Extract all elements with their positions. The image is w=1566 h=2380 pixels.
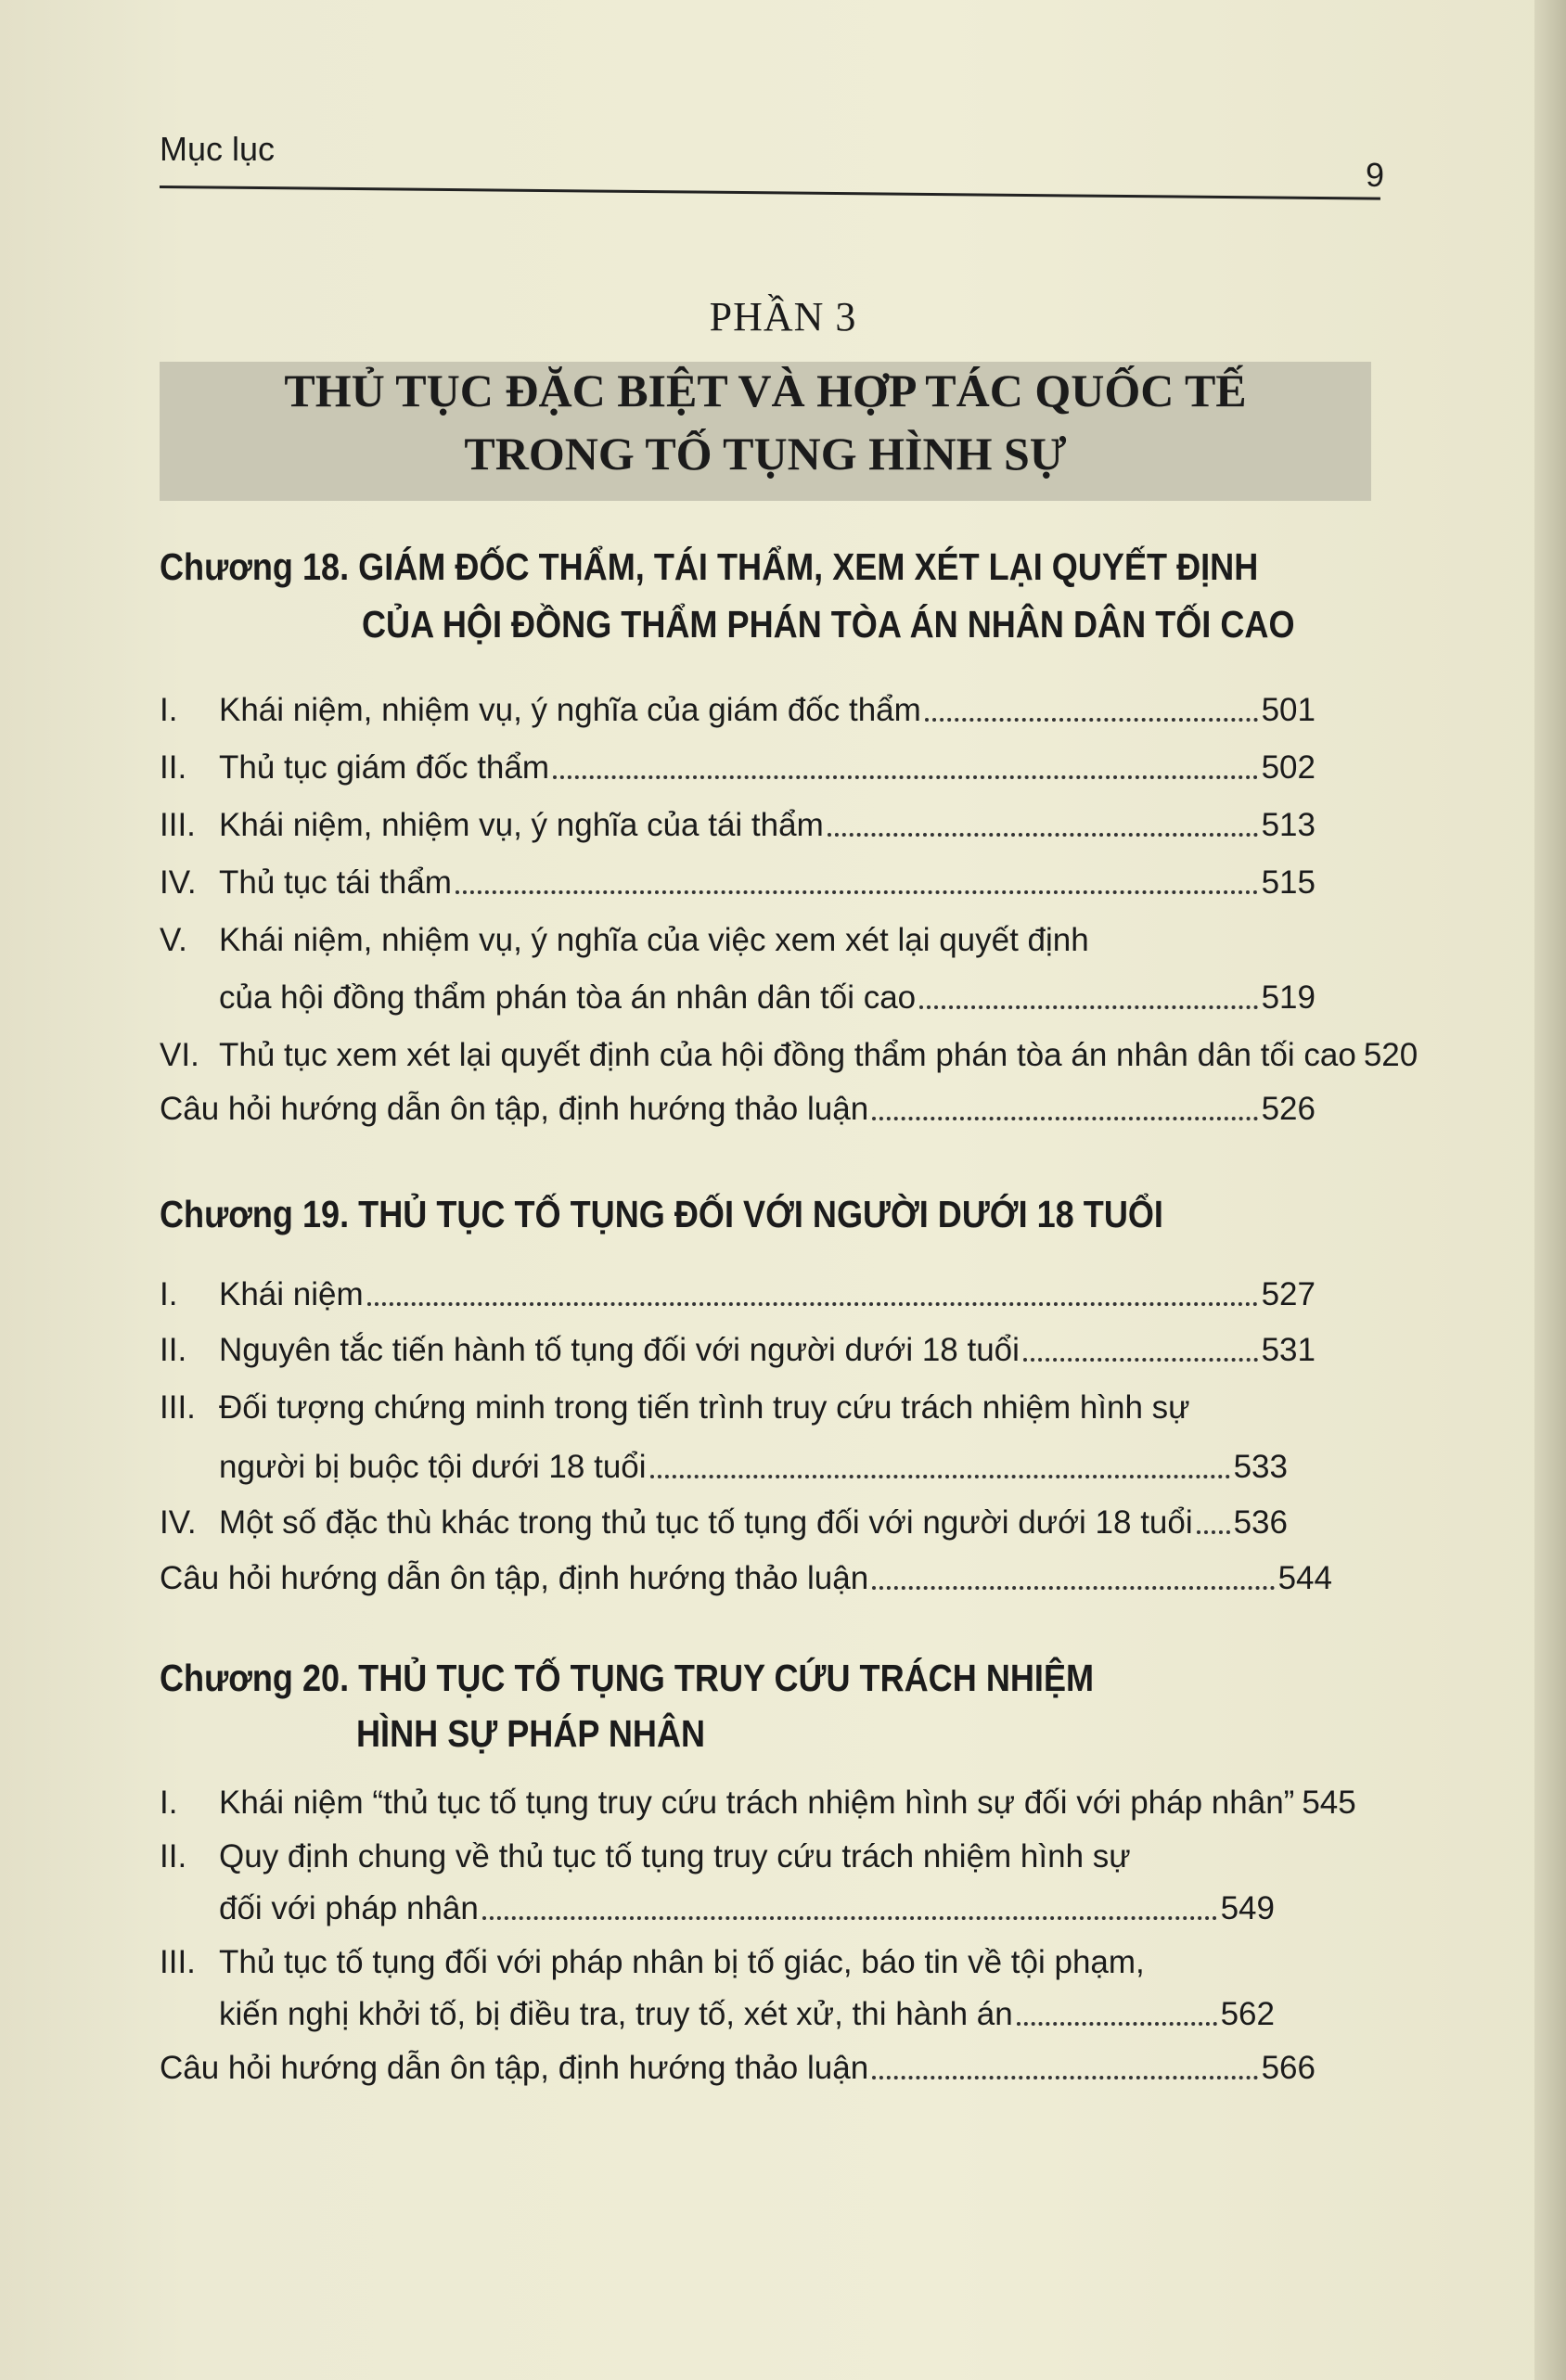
toc-entry[interactable]	[160, 1384, 1316, 1427]
toc-entry[interactable]	[160, 1499, 1288, 1542]
entry-label-cont: kiến nghị khởi tố, bị điều tra, truy tố, xét xử, thi hành án	[219, 1996, 1013, 2032]
entry-page: 519	[1261, 979, 1316, 1016]
entry-number: IV.	[160, 864, 197, 901]
toc-entry[interactable]	[160, 859, 1316, 902]
entry-number: III.	[160, 1389, 196, 1426]
entry-label: Khái niệm “thủ tục tố tụng truy cứu trách nhiệm hình sự đối với pháp nhân”	[219, 1785, 1295, 1821]
page-edge	[1534, 0, 1566, 2380]
entry-label: Câu hỏi hướng dẫn ôn tập, định hướng thảo luận	[160, 1091, 869, 1127]
toc-entry[interactable]	[160, 1779, 1356, 1822]
entry-label: Quy định chung về thủ tục tố tụng truy cứu trách nhiệm hình sự	[219, 1838, 1131, 1875]
entry-page: 544	[1277, 1560, 1332, 1596]
entry-number: III.	[160, 1944, 196, 1980]
entry-label: Câu hỏi hướng dẫn ôn tập, định hướng thảo luận	[160, 1560, 869, 1596]
entry-label-cont: người bị buộc tội dưới 18 tuổi	[219, 1449, 647, 1485]
toc-entry[interactable]	[160, 686, 1316, 729]
entry-label: Đối tượng chứng minh trong tiến trình truy cứu trách nhiệm hình sự	[219, 1389, 1190, 1426]
entry-page: 562	[1220, 1996, 1275, 2032]
entry-label-cont: của hội đồng thẩm phán tòa án nhân dân tối cao	[219, 979, 917, 1016]
part-title-line2: TRONG TỐ TỤNG HÌNH SỰ	[464, 428, 1067, 480]
entry-label: Nguyên tắc tiến hành tố tụng đối với người dưới 18 tuổi	[219, 1332, 1020, 1368]
leader-dots	[553, 774, 1258, 779]
entry-number: III.	[160, 807, 196, 843]
toc-entry[interactable]	[160, 744, 1316, 787]
entry-page: 531	[1261, 1332, 1316, 1368]
chapter-title: Chương 20. THỦ TỤC TỐ TỤNG TRUY CỨU TRÁCH NHIỆM	[160, 1657, 1095, 1699]
entry-label: Câu hỏi hướng dẫn ôn tập, định hướng thảo luận	[160, 2050, 869, 2086]
entry-label: Thủ tục tố tụng đối với pháp nhân bị tố giác, báo tin về tội phạm,	[219, 1944, 1145, 1980]
leader-dots	[650, 1474, 1230, 1478]
entry-label: Thủ tục giám đốc thẩm	[219, 749, 549, 786]
entry-label: Khái niệm, nhiệm vụ, ý nghĩa của giám đốc thẩm	[219, 692, 921, 728]
entry-label-cont: đối với pháp nhân	[219, 1890, 479, 1926]
part-label: PHẦN 3	[709, 294, 857, 339]
entry-label: Thủ tục tái thẩm	[219, 864, 452, 901]
toc-entry-continuation[interactable]	[219, 1443, 1288, 1486]
entry-number: II.	[160, 1838, 187, 1875]
leader-dots	[1197, 1529, 1230, 1534]
leader-dots	[919, 1004, 1257, 1009]
entry-number: II.	[160, 1332, 187, 1368]
entry-page: 549	[1220, 1890, 1275, 1926]
toc-entry-continuation[interactable]	[219, 1885, 1275, 1927]
entry-label: Một số đặc thù khác trong thủ tục tố tụng đối với người dưới 18 tuổi	[219, 1504, 1193, 1541]
entry-page: 502	[1261, 749, 1316, 786]
toc-entry[interactable]	[160, 916, 1316, 959]
chapter-title: Chương 19. THỦ TỤC TỐ TỤNG ĐỐI VỚI NGƯỜI DƯỚI 18 TUỔI	[160, 1193, 1163, 1235]
entry-page: 501	[1261, 692, 1316, 728]
entry-page: 515	[1261, 864, 1316, 901]
entry-page: 545	[1302, 1785, 1356, 1821]
toc-entry[interactable]	[160, 1555, 1332, 1597]
leader-dots	[828, 832, 1258, 837]
toc-entry[interactable]	[160, 1939, 1316, 1981]
toc-entry-continuation[interactable]	[219, 1990, 1275, 2033]
entry-number: II.	[160, 749, 187, 786]
entry-page: 527	[1261, 1276, 1316, 1312]
leader-dots	[925, 717, 1258, 722]
entry-label: Khái niệm, nhiệm vụ, ý nghĩa của tái thẩm	[219, 807, 824, 843]
toc-entry[interactable]	[160, 1833, 1316, 1875]
chapter-title-line2: HÌNH SỰ PHÁP NHÂN	[356, 1712, 706, 1755]
page-number: 9	[1365, 156, 1384, 194]
toc-entry-continuation[interactable]	[219, 974, 1316, 1017]
leader-dots	[1017, 2021, 1217, 2026]
chapter-title: Chương 18. GIÁM ĐỐC THẨM, TÁI THẨM, XEM XÉT LẠI QUYẾT ĐỊNH	[160, 545, 1259, 588]
toc-entry[interactable]	[160, 1326, 1316, 1369]
part-title-line1: THỦ TỤC ĐẶC BIỆT VÀ HỢP TÁC QUỐC TẾ	[284, 365, 1247, 416]
entry-page: 566	[1261, 2050, 1316, 2086]
toc-entry[interactable]	[160, 2044, 1316, 2087]
entry-number: I.	[160, 692, 178, 728]
entry-number: I.	[160, 1785, 178, 1821]
toc-entry[interactable]	[160, 1271, 1316, 1313]
leader-dots	[1023, 1357, 1258, 1362]
leader-dots	[872, 1116, 1257, 1120]
toc-entry[interactable]	[160, 1031, 1418, 1074]
entry-page: 520	[1363, 1037, 1418, 1073]
entry-page: 513	[1261, 807, 1316, 843]
entry-number: IV.	[160, 1504, 197, 1541]
toc-entry[interactable]	[160, 1085, 1316, 1128]
header-rule	[160, 186, 1380, 200]
leader-dots	[482, 1915, 1217, 1920]
entry-label: Thủ tục xem xét lại quyết định của hội đồng thẩm phán tòa án nhân dân tối cao	[219, 1037, 1356, 1073]
leader-dots	[872, 1585, 1274, 1590]
leader-dots	[456, 889, 1258, 894]
entry-page: 526	[1261, 1091, 1316, 1127]
entry-label: Khái niệm	[219, 1276, 364, 1312]
running-head-title: Mục lục	[160, 130, 276, 168]
entry-number: I.	[160, 1276, 178, 1312]
toc-entry[interactable]	[160, 801, 1316, 844]
leader-dots	[872, 2075, 1257, 2079]
entry-page: 533	[1233, 1449, 1288, 1485]
entry-label: Khái niệm, nhiệm vụ, ý nghĩa của việc xem xét lại quyết định	[219, 922, 1089, 958]
entry-number: VI.	[160, 1037, 199, 1073]
entry-page: 536	[1233, 1504, 1288, 1541]
leader-dots	[367, 1301, 1258, 1306]
chapter-title-line2: CỦA HỘI ĐỒNG THẨM PHÁN TÒA ÁN NHÂN DÂN TỐI CAO	[362, 603, 1295, 646]
entry-number: V.	[160, 922, 187, 958]
running-head	[160, 130, 1384, 213]
